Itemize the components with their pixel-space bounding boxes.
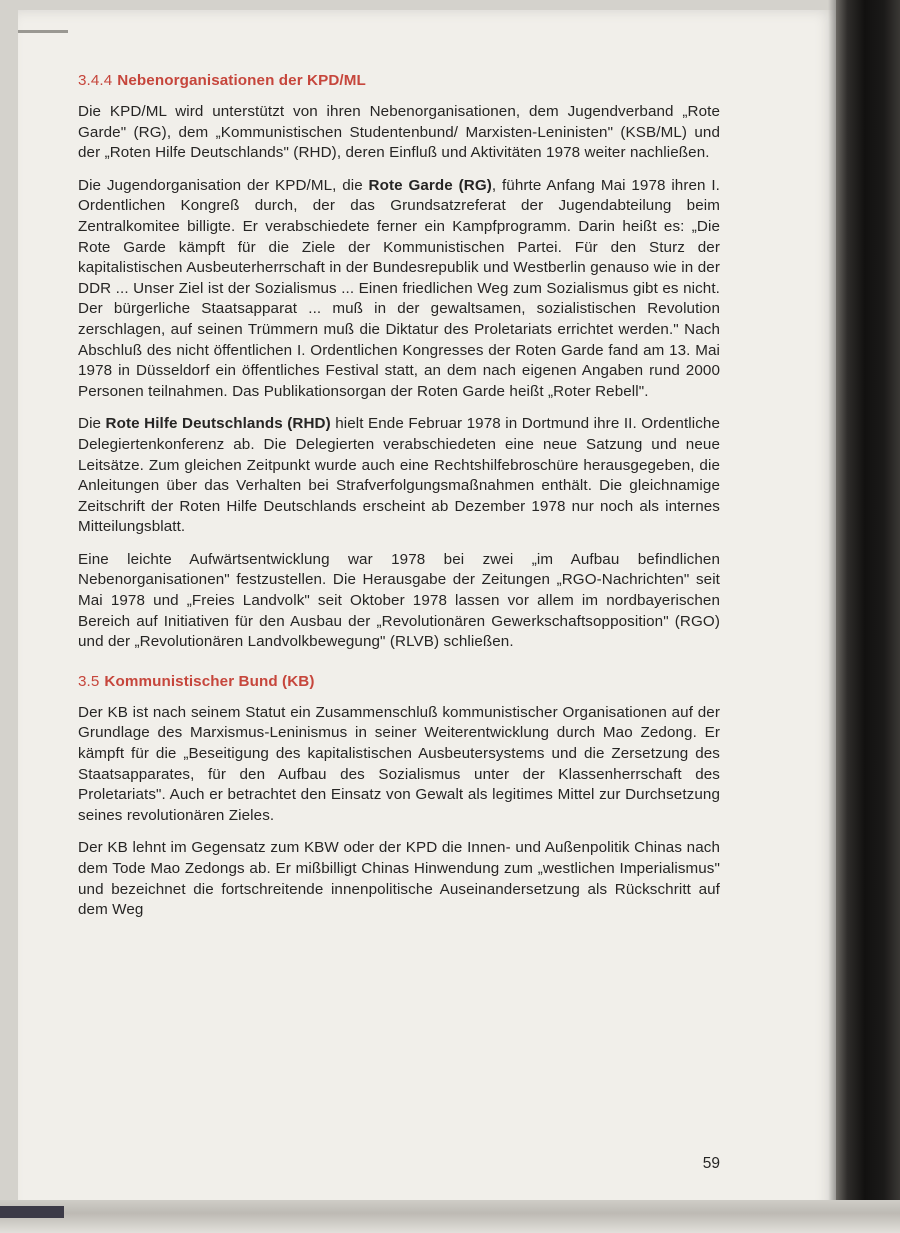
section-number: 3.4.4 bbox=[78, 72, 113, 89]
paragraph: Eine leichte Aufwärtsentwicklung war 1978 bei zwei „im Aufbau befindlichen Nebenorganisationen" festzustellen. Die Herausgabe der Zeitungen „RGO-Nachrichten" seit Mai 1978 und „Freies Landvolk" seit Oktober 1978 lassen vor allem im nordbayerischen Bereich auf Initiativen für den Ausbau der „Revolutionären Gewerkschaftsopposition" (RGO) und der „Revolutionären Landvolkbewegung" (RLVB) schließen. bbox=[78, 550, 720, 651]
section-heading-3-4-4 bbox=[78, 70, 720, 91]
section-heading-3-5 bbox=[78, 671, 720, 692]
bold-term: Rote Hilfe Deutschlands (RHD) bbox=[105, 415, 331, 433]
section-number: 3.5 bbox=[78, 672, 100, 690]
page-content bbox=[78, 70, 720, 933]
scan-bottom-edge bbox=[0, 1200, 900, 1233]
paragraph-rote-hilfe bbox=[78, 414, 720, 538]
paragraph-text: Die Jugendorganisation der KPD/ML, die bbox=[78, 176, 369, 194]
section-title: Kommunistischer Bund (KB) bbox=[104, 672, 315, 690]
paragraph: Der KB ist nach seinem Statut ein Zusammenschluß kommunistischer Organisationen auf der Grundlage des Marxismus-Leninismus in seiner Weiterentwicklung durch Mao Zedong. Er kämpft für die „Beseitigung des kapitalistischen Ausbeutersystems und die Zersetzung des Staatsapparates, für den Aufbau des Sozialismus unter der Klassenherrschaft des Proletariats". Auch er betrachtet den Einsatz von Gewalt als legitimes Mittel zur Durchsetzung seines revolutionären Zieles. bbox=[78, 703, 720, 824]
paragraph-text: Die bbox=[78, 415, 106, 433]
paragraph-rote-garde bbox=[78, 176, 720, 403]
paragraph-text: , führte Anfang Mai 1978 ihren I. Ordentlichen Kongreß durch, der das Grundsatzreferat der Jugendabteilung beim Zentralkomitee billigte. Er verabschiedete ferner ein Kampfprogramm. Darin heißt es: „Die Rote Garde kämpft für die Ziele der Kommunistischen Partei. Für den Sturz der kapitalistischen Ausbeuterherrschaft in der Bundesrepublik und Westberlin genauso wie in der DDR ... Unser Ziel ist der Sozialismus ... Einen friedlichen Weg zum Sozialismus gibt es nicht. Der bürgerliche Staatsapparat ... muß in der gewaltsamen, sozialistischen Revolution zerschlagen, auf seinen Trümmern muß die Diktatur des Proletariats errichtet werden." Nach Abschluß des nicht öffentlichen I. Ordentlichen Kongresses der Roten Garde fand am 13. Mai 1978 in Düsseldorf ein öffentliches Festival statt, an dem nach eigenen Angaben rund 2000 Personen teilnahmen. Das Publikationsorgan der Roten Garde heißt „Roter Rebell". bbox=[78, 176, 720, 400]
page-number: 59 bbox=[702, 1155, 720, 1172]
page-edge-mark bbox=[18, 30, 68, 33]
bold-term: Rote Garde (RG) bbox=[368, 176, 492, 194]
scan-bottom-mark bbox=[0, 1206, 64, 1218]
section-title: Nebenorganisationen der KPD/ML bbox=[117, 72, 366, 89]
book-binding bbox=[836, 0, 900, 1233]
paragraph-text: hielt Ende Februar 1978 in Dortmund ihre II. Ordentliche Delegiertenkonferenz ab. Die Delegierten verabschiedeten eine neue Satzung und neue Leitsätze. Zum gleichen Zeitpunkt wurde auch eine Rechtshilfebroschüre herausgegeben, die Anleitungen über das Verhalten bei Strafverfolgungsmaßnahmen enthält. Die gleichnamige Zeitschrift der Roten Hilfe Deutschlands erscheint ab Dezember 1978 nur noch als internes Mitteilungsblatt. bbox=[78, 415, 720, 536]
paragraph: Der KB lehnt im Gegensatz zum KBW oder der KPD die Innen- und Außenpolitik Chinas nach dem Tode Mao Zedongs ab. Er mißbilligt Chinas Hinwendung zum „westlichen Imperialismus" und bezeichnet die fortschreitende innenpolitische Auseinandersetzung als Rückschritt auf dem Weg bbox=[78, 839, 720, 919]
paragraph: Die KPD/ML wird unterstützt von ihren Nebenorganisationen, dem Jugendverband „Rote Garde" (RG), dem „Kommunistischen Studentenbund/ Marxisten-Leninisten" (KSB/ML) und der „Roten Hilfe Deutschlands" (RHD), deren Einfluß und Aktivitäten 1978 weiter nachließen. bbox=[78, 103, 720, 162]
